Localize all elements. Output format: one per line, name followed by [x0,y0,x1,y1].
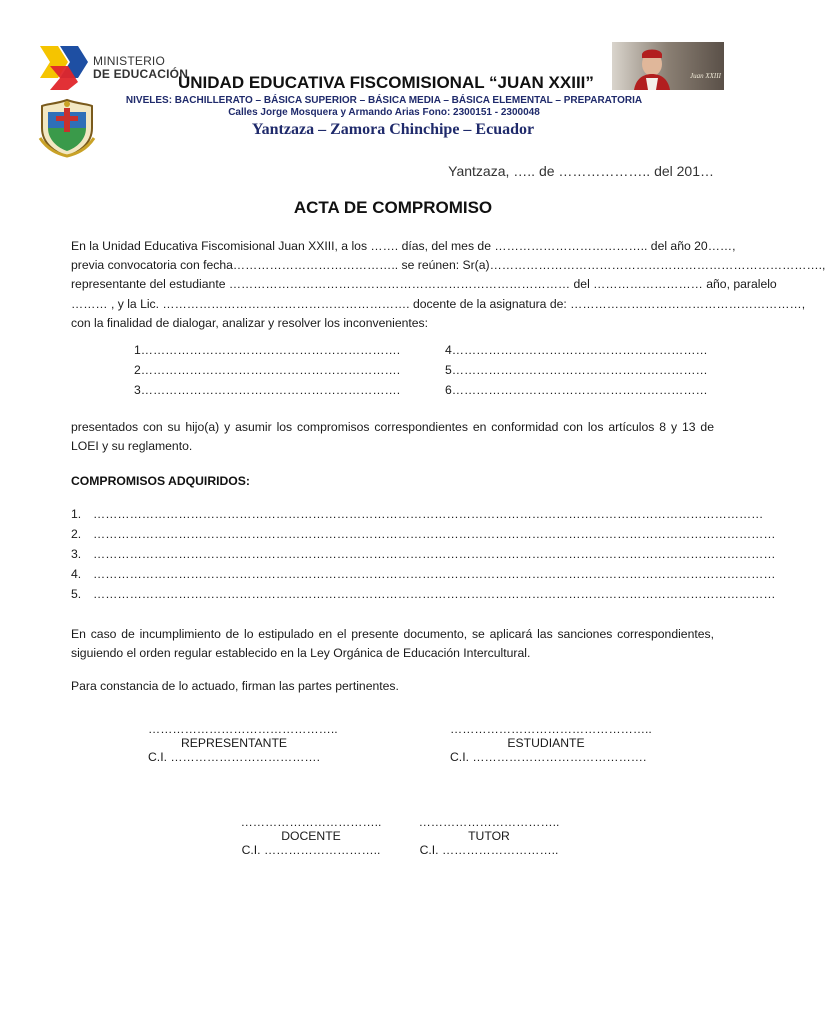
signature-line: …………………………….. [240,815,382,829]
middle-paragraph: presentados con su hijo(a) y asumir los compromisos correspondientes en conformidad con los artículos 8 y 13 de LOEI y su reglamento. [71,420,714,454]
school-crest-icon [38,98,96,158]
commitment-row: 2. …………………………………………………………………………………………………………………………………………………… [71,527,776,541]
school-name: UNIDAD EDUCATIVA FISCOMISIONAL “JUAN XXIII” [178,73,594,92]
signature-representante [148,722,338,764]
problem-item: 1………………………………………………………. [134,343,401,357]
document-date: Yantzaza, ….. de ……………….. del 201… [448,163,714,179]
pope-portrait-image [612,42,724,90]
problem-item: 6……………………………………………………… [445,383,708,397]
signature-line: ……………………………………….. [148,722,338,736]
signature-line: …………………………….. [418,815,560,829]
school-address: Calles Jorge Mosquera y Armando Arias Fono: 2300151 - 2300048 [228,107,540,118]
intro-line: ……… , y la Lic. ……………………………………………………. docente de la asignatura de: …………………………………………………, [71,296,806,311]
intro-line: con la finalidad de dialogar, analizar y resolver los inconvenientes: [71,315,429,330]
commitment-row: 5. …………………………………………………………………………………………………………………………………………………… [71,587,776,601]
signature-ci: C.I. ………………………………. [148,750,320,764]
commitment-row: 1. ………………………………………………………………………………………………………………………………………………… [71,507,764,521]
ministry-name: MINISTERIO DE EDUCACIÓN [93,54,189,81]
signature-ci: C.I. ……………………………………. [450,750,647,764]
intro-line: previa convocatoria con fecha………………………………….. se reúnen: Sr(a)………………………………………………………………………., [71,258,825,273]
intro-line: En la Unidad Educativa Fiscomisional Juan XXIII, a los ……. días, del mes de ……………………………….. del año 20……, [71,239,736,253]
school-city: Yantzaza – Zamora Chinchipe – Ecuador [251,121,535,138]
portrait-signature: Juan XXIII [690,72,721,80]
problem-item: 5……………………………………………………… [445,363,708,377]
signature-docente [240,815,382,857]
signature-label: DOCENTE [281,829,341,843]
school-levels: NIVELES: BACHILLERATO – BÁSICA SUPERIOR – BÁSICA MEDIA – BÁSICA ELEMENTAL – PREPARATORIA [125,95,643,106]
commitment-row: 4. …………………………………………………………………………………………………………………………………………………… [71,567,776,581]
signature-ci: C.I. ……………………….. [241,843,381,857]
signature-ci: C.I. ……………………….. [419,843,559,857]
intro-line: representante del estudiante ………………………………………………………………………… del ……………………… año, paralelo [71,277,777,292]
problem-item: 2………………………………………………………. [134,363,401,377]
intro-paragraph [71,237,825,333]
commitments-title: COMPROMISOS ADQUIRIDOS: [71,474,250,488]
signature-estudiante [450,722,652,764]
closing-statement: Para constancia de lo actuado, firman las partes pertinentes. [71,679,399,693]
signature-tutor [418,815,560,857]
signature-label: REPRESENTANTE [180,736,288,750]
commitment-row: 3. …………………………………………………………………………………………………………………………………………………… [71,547,776,561]
signature-label: ESTUDIANTE [507,736,585,750]
signature-line: ………………………………………….. [450,722,652,736]
signature-label: TUTOR [468,829,510,843]
document-title: ACTA DE COMPROMISO [293,198,493,217]
sanctions-paragraph: En caso de incumplimiento de lo estipulado en el presente documento, se aplicará las sanciones correspondientes, siguiendo el orden regular establecido en la Ley Orgánica de Educación Intercultural. [71,627,714,661]
problem-item: 4……………………………………………………… [445,343,708,357]
problem-item: 3………………………………………………………. [134,383,401,397]
